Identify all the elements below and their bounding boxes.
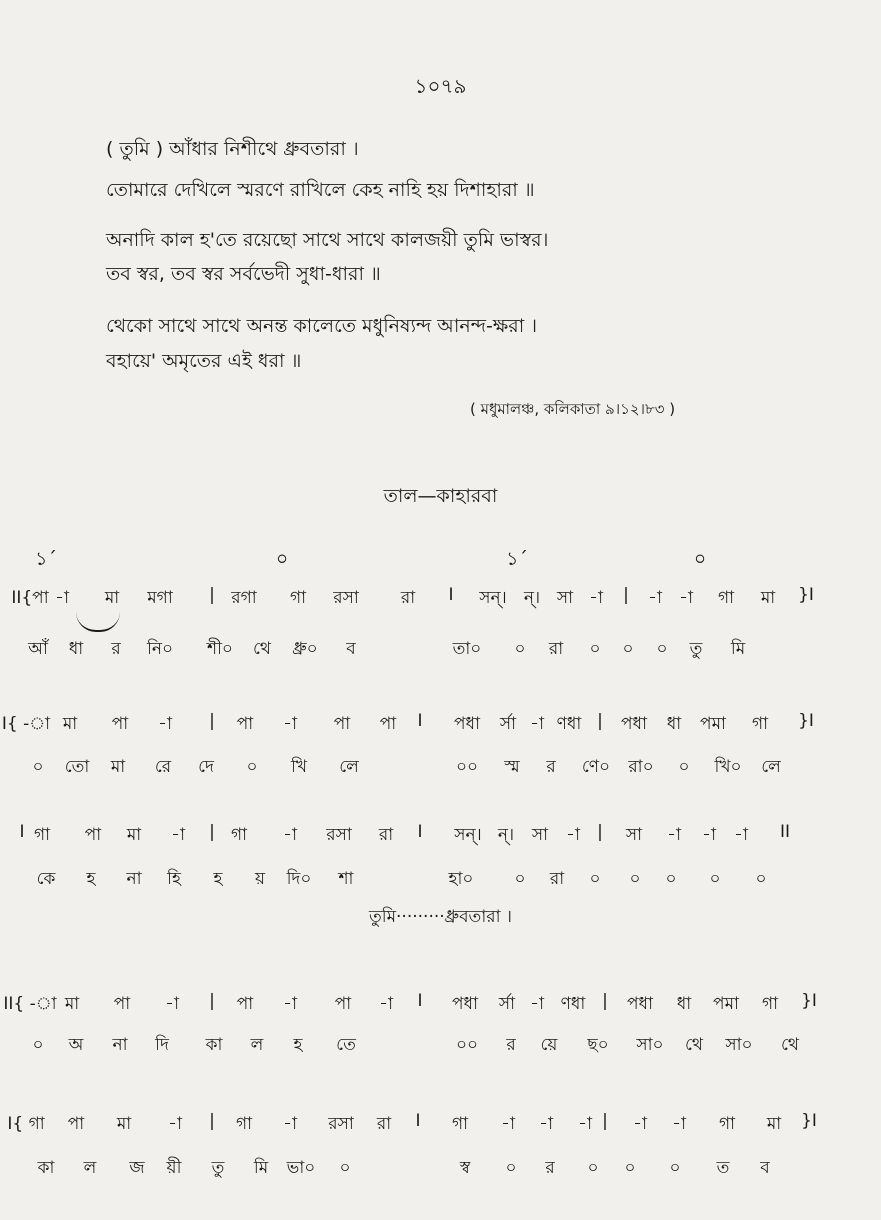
lyric-line-5: থেকো সাথে সাথে অনন্ত কালেতে মধুনিষ্যন্দ আনন্দ-ক্ষরা ।: [106, 315, 538, 337]
swara-token: পা: [67, 1114, 85, 1134]
swara-token: সন্।: [479, 588, 507, 608]
bani-syllable: ০: [514, 639, 526, 659]
swara-token: I: [417, 991, 423, 1011]
beat-marker-1: ১´: [35, 548, 57, 570]
swara-token: রা: [400, 588, 416, 608]
swara-token: রসা: [328, 1114, 354, 1134]
swara-token: II: [779, 822, 791, 842]
swara-token: I: [415, 1111, 421, 1131]
bani-syllable: য়ী: [166, 1158, 182, 1178]
swara-token: সন্।: [454, 825, 482, 845]
bani-syllable: শী০: [207, 639, 233, 659]
bani-syllable: ০: [622, 639, 634, 659]
bani-syllable: ০: [755, 869, 767, 889]
swara-token: পা: [333, 714, 351, 734]
bar-line: |: [623, 585, 629, 605]
bani-syllable: ০: [32, 1035, 44, 1055]
bani-syllable: হি: [167, 869, 181, 889]
swara-token: পধা: [627, 994, 653, 1014]
bani-syllable: ০: [587, 1158, 599, 1178]
bani-syllable: স্ব: [459, 1158, 471, 1178]
swara-token: মা: [62, 714, 78, 734]
swara-token: -া: [539, 1114, 553, 1134]
bar-line: |: [209, 1111, 215, 1131]
bani-syllable: ০: [514, 869, 526, 889]
bani-syllable: ০: [246, 757, 258, 777]
swara-token: মা: [116, 1114, 132, 1134]
bani-syllable: কা: [205, 1035, 223, 1055]
bar-line: |: [209, 822, 215, 842]
bani-syllable: ০: [629, 869, 641, 889]
bani-syllable: কে: [36, 869, 56, 889]
swara-token: ন্।: [523, 588, 541, 608]
lyric-line-3: অনাদি কাল হ'তে রয়েছো সাথে সাথে কালজয়ী তুমি ভাস্বর।: [106, 229, 549, 251]
bani-syllable: সা০: [725, 1035, 753, 1055]
citation: ( মধুমালঞ্চ, কলিকাতা ৯।১২।৮৩ ): [470, 400, 676, 418]
bani-syllable: রা০: [628, 757, 654, 777]
swara-token: I{ -া: [1, 714, 51, 734]
bani-syllable: নি০: [146, 639, 174, 659]
swara-token: }I: [801, 991, 817, 1011]
bani-syllable: ধা: [68, 639, 84, 659]
swara-token: পমা: [700, 714, 726, 734]
swara-token: }I: [801, 1111, 817, 1131]
bar-line: |: [597, 711, 603, 731]
swara-token: -া: [679, 588, 693, 608]
bani-syllable: র: [111, 639, 121, 659]
bani-syllable: থে: [781, 1035, 799, 1055]
bani-syllable: ল: [250, 1035, 264, 1055]
bani-syllable: ছ০: [587, 1035, 609, 1055]
bani-syllable: রে: [154, 757, 172, 777]
swara-token: রসা: [326, 825, 352, 845]
swara-token: ন্।: [497, 825, 515, 845]
swara-token: পা: [334, 994, 352, 1014]
swara-token: -া: [501, 1114, 515, 1134]
bar-line: |: [602, 1111, 608, 1131]
bani-syllable: জ: [129, 1158, 145, 1178]
bani-syllable: ০০: [455, 757, 479, 777]
swara-token: -া: [702, 825, 716, 845]
swara-token: -া: [283, 714, 297, 734]
bani-syllable: না: [112, 1035, 128, 1055]
bani-syllable: ০: [624, 1158, 636, 1178]
bani-syllable: য়ে: [540, 1035, 558, 1055]
swara-token: গা: [718, 1114, 736, 1134]
swara-token: সা: [625, 825, 643, 845]
swara-token: গা: [235, 1114, 253, 1134]
swara-token: পধা: [452, 994, 478, 1014]
swara-token: মা: [126, 825, 142, 845]
swara-token: সা: [556, 588, 574, 608]
bani-syllable: হ: [86, 869, 96, 889]
lyric-line-1: ( তুমি ) আঁধার নিশীথে ধ্রুবতারা ।: [106, 138, 359, 160]
swara-token: -া: [672, 1114, 686, 1134]
swara-token: -া: [589, 588, 603, 608]
swara-token: সা: [531, 825, 549, 845]
swara-token: রসা: [333, 588, 359, 608]
swara-token: রগা: [231, 588, 257, 608]
bani-syllable: দে: [198, 757, 214, 777]
swara-token: -া: [667, 825, 681, 845]
bani-syllable: হ: [293, 1035, 303, 1055]
swara-token: ণধা: [560, 994, 586, 1014]
bani-syllable: আঁ: [28, 639, 48, 659]
bani-syllable: ০: [669, 1158, 681, 1178]
bani-syllable: ০: [678, 757, 690, 777]
bani-syllable: স্ম: [504, 757, 520, 777]
swara-token: -া: [171, 825, 185, 845]
swara-token: -া: [734, 825, 748, 845]
swara-token: ণধা: [556, 714, 582, 734]
swara-token: I{ গা: [7, 1114, 45, 1134]
swara-token: }I: [798, 585, 814, 605]
beat-marker-2: ০: [275, 548, 289, 570]
swara-token: I: [448, 585, 454, 605]
swara-token: -া: [648, 588, 662, 608]
bani-syllable: ০: [505, 1158, 517, 1178]
swara-token: পধা: [454, 714, 480, 734]
swara-token: -া: [165, 994, 179, 1014]
bani-syllable: রা: [549, 869, 565, 889]
swara-token: রা: [376, 1114, 392, 1134]
swara-token: I: [417, 711, 423, 731]
swara-token: -া: [530, 714, 544, 734]
bani-syllable: ব: [760, 1158, 770, 1178]
bani-syllable: তা০: [452, 639, 482, 659]
bani-syllable: ভা০: [286, 1158, 316, 1178]
swara-token: মা: [104, 588, 120, 608]
swara-token: র্সা: [498, 994, 516, 1014]
bani-syllable: না: [126, 869, 142, 889]
bani-syllable: সা০: [636, 1035, 664, 1055]
swara-token: I: [19, 822, 25, 842]
bani-syllable: দি০: [286, 869, 312, 889]
bani-syllable: কা: [37, 1158, 55, 1178]
swara-token: -া: [530, 994, 544, 1014]
swara-token: গা: [451, 1114, 469, 1134]
bani-syllable: ধ্রু০: [292, 639, 318, 659]
swara-token: গা: [717, 588, 735, 608]
swara-token: মা: [766, 1114, 782, 1134]
bani-syllable: তু: [689, 639, 703, 659]
swara-token: পা: [111, 714, 129, 734]
swara-token: ধা: [666, 714, 682, 734]
bar-line: |: [602, 991, 608, 1011]
swara-token: -া: [283, 994, 297, 1014]
bani-syllable: ০: [32, 757, 44, 777]
swara-token: II{পা: [11, 588, 49, 608]
bani-syllable: লে: [339, 757, 359, 777]
swara-token: পা: [236, 714, 254, 734]
bani-syllable: থে: [253, 639, 271, 659]
swara-token: পা: [113, 994, 131, 1014]
swara-token: I: [417, 822, 423, 842]
swara-token: }I: [798, 711, 814, 731]
bani-syllable: র: [545, 1158, 555, 1178]
swara-token: -া: [566, 825, 580, 845]
bani-syllable: য়: [254, 869, 266, 889]
swara-token: গা: [761, 994, 779, 1014]
swara-token: পা: [84, 825, 102, 845]
refrain-line: তুমি·········ধ্রুবতারা ।: [368, 907, 513, 927]
bani-syllable: মি: [253, 1158, 269, 1178]
bani-syllable: ল: [83, 1158, 97, 1178]
bani-syllable: র: [546, 757, 556, 777]
bani-syllable: ০০: [455, 1035, 479, 1055]
bani-syllable: তু: [211, 1158, 225, 1178]
swara-token: -া: [168, 1114, 182, 1134]
bani-syllable: ০: [709, 869, 721, 889]
bani-syllable: ০: [589, 869, 601, 889]
swara-token: -া: [158, 714, 172, 734]
lyric-line-2: তোমারে দেখিলে স্মরণে রাখিলে কেহ নাহি হয় দিশাহারা ॥: [106, 179, 535, 201]
bani-syllable: খি: [290, 757, 308, 777]
bani-syllable: ০: [656, 639, 668, 659]
swara-token: গা: [289, 588, 307, 608]
bani-syllable: হা০: [448, 869, 474, 889]
bani-syllable: লে: [761, 757, 781, 777]
bani-syllable: হ: [213, 869, 223, 889]
beat-marker-3: ১´: [506, 548, 528, 570]
bani-syllable: ০: [665, 869, 677, 889]
swara-token: -া: [55, 588, 69, 608]
bani-syllable: তো: [64, 757, 90, 777]
swara-token: পমা: [713, 994, 739, 1014]
swara-token: -া: [283, 1114, 297, 1134]
bani-syllable: র: [506, 1035, 516, 1055]
swara-token: রা: [378, 825, 394, 845]
bani-syllable: ত: [716, 1158, 730, 1178]
swara-token: গা: [230, 825, 248, 845]
bani-syllable: দি: [155, 1035, 169, 1055]
bani-syllable: শা: [338, 869, 354, 889]
bar-line: |: [209, 711, 215, 731]
swara-token: II{ -া: [3, 994, 57, 1014]
page-number: ১০৭৯: [414, 74, 467, 98]
bani-syllable: মা: [110, 757, 126, 777]
bani-syllable: ০: [339, 1158, 351, 1178]
bani-syllable: থে: [685, 1035, 703, 1055]
swara-token: মগা: [147, 588, 173, 608]
bani-syllable: মি: [730, 639, 746, 659]
bani-syllable: ণে০: [581, 757, 611, 777]
bani-syllable: অ: [68, 1035, 84, 1055]
bar-line: |: [597, 822, 603, 842]
bani-syllable: রা: [548, 639, 564, 659]
swara-token: মা: [760, 588, 776, 608]
swara-token: পধা: [621, 714, 647, 734]
swara-token: ধা: [676, 994, 692, 1014]
swara-token: র্সা: [499, 714, 517, 734]
lyric-line-4: তব স্বর, তব স্বর সর্বভেদী সুধা-ধারা ॥: [106, 263, 381, 285]
swara-token: পা: [379, 714, 397, 734]
bani-syllable: ব: [346, 639, 356, 659]
bani-syllable: ০: [589, 639, 601, 659]
swara-token: মা: [64, 994, 80, 1014]
swara-token: -া: [633, 1114, 647, 1134]
beat-marker-4: ০: [693, 548, 707, 570]
lyric-line-6: বহায়ে' অমৃতের এই ধরা ॥: [106, 350, 302, 372]
bani-syllable: তে: [336, 1035, 356, 1055]
meend-slur: [76, 612, 120, 632]
swara-token: গা: [751, 714, 769, 734]
bar-line: |: [209, 991, 215, 1011]
bar-line: |: [209, 585, 215, 605]
swara-token: -া: [283, 825, 297, 845]
swara-token: -া: [379, 994, 393, 1014]
bani-syllable: খি০: [714, 757, 742, 777]
swara-token: -া: [578, 1114, 592, 1134]
tala-title: তাল—কাহারবা: [383, 485, 498, 507]
swara-token: গা: [33, 825, 51, 845]
swara-token: পা: [236, 994, 254, 1014]
